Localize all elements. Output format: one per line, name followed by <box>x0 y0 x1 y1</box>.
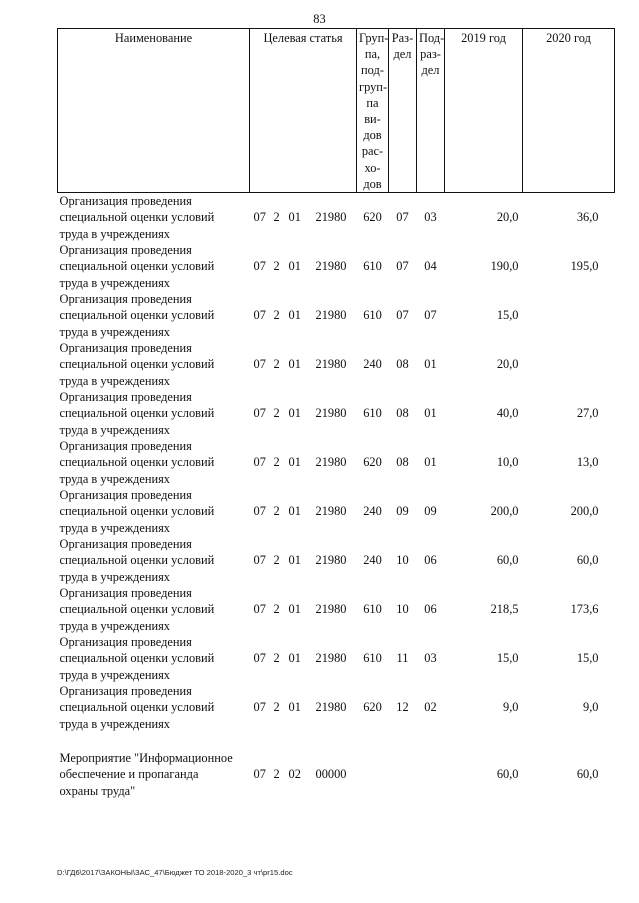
row-value-2019: 15,0 <box>496 308 519 323</box>
row-expense-group: 620 <box>363 700 382 715</box>
row-value-2020: 195,0 <box>570 259 599 274</box>
row-name-line: Организация проведения <box>59 537 192 552</box>
table-row <box>58 291 615 340</box>
row-name-line: Организация проведения <box>59 341 192 356</box>
header-section: Раз- дел <box>389 29 417 193</box>
row-name <box>58 683 250 732</box>
code-segment: 21980 <box>315 504 347 519</box>
code-segment: 21980 <box>315 308 347 323</box>
row-target-code <box>250 438 357 487</box>
code-segment: 21980 <box>315 602 347 617</box>
row-expense-group: 610 <box>363 308 382 323</box>
row-section <box>389 732 417 799</box>
row-section: 07 <box>396 308 409 323</box>
row-target-code <box>250 291 357 340</box>
code-segment: 07 <box>253 357 266 372</box>
row-name-line: специальной оценки условий <box>59 700 215 715</box>
row-name-line: труда в учреждениях <box>59 422 171 437</box>
row-value-2019: 9,0 <box>503 700 519 715</box>
row-section: 10 <box>396 553 409 568</box>
row-expense-group: 240 <box>363 553 382 568</box>
row-name <box>58 438 250 487</box>
row-name-line: труда в учреждениях <box>59 373 171 388</box>
code-segment: 07 <box>253 259 266 274</box>
row-expense-group: 610 <box>363 259 382 274</box>
row-section: 08 <box>396 357 409 372</box>
code-segment: 2 <box>273 602 280 617</box>
row-value-2020: 27,0 <box>576 406 599 421</box>
code-segment: 07 <box>253 455 266 470</box>
row-name-line: специальной оценки условий <box>59 553 215 568</box>
code-segment: 01 <box>288 504 301 519</box>
code-segment: 2 <box>273 767 280 782</box>
row-expense-group: 620 <box>363 210 382 225</box>
row-subsection: 09 <box>424 504 437 519</box>
row-name <box>58 732 250 799</box>
code-segment: 2 <box>273 259 280 274</box>
row-name <box>58 242 250 291</box>
row-target-code <box>250 634 357 683</box>
row-section: 08 <box>396 406 409 421</box>
row-target-code <box>250 732 357 799</box>
code-segment: 07 <box>253 767 266 782</box>
row-value-2019: 60,0 <box>496 767 519 782</box>
code-segment: 07 <box>253 651 266 666</box>
row-target-code <box>250 683 357 732</box>
row-name-line: Организация проведения <box>59 684 192 699</box>
table-header <box>58 29 615 193</box>
row-expense-group: 610 <box>363 602 382 617</box>
row-subsection: 03 <box>424 651 437 666</box>
row-name-line: специальной оценки условий <box>59 602 215 617</box>
row-expense-group: 240 <box>363 504 382 519</box>
code-segment: 2 <box>273 504 280 519</box>
row-name <box>58 634 250 683</box>
row-name-line: труда в учреждениях <box>59 618 171 633</box>
code-segment: 02 <box>288 767 301 782</box>
row-name <box>58 536 250 585</box>
code-segment: 01 <box>288 308 301 323</box>
row-expense-group <box>357 732 389 799</box>
table-row <box>58 683 615 732</box>
row-target-code <box>250 487 357 536</box>
row-section: 08 <box>396 455 409 470</box>
code-segment: 21980 <box>315 553 347 568</box>
row-value-2020: 60,0 <box>576 553 599 568</box>
code-segment: 01 <box>288 210 301 225</box>
header-name: Наименование <box>58 29 250 193</box>
row-name-line: Организация проведения <box>59 635 192 650</box>
code-segment: 21980 <box>315 455 347 470</box>
row-name <box>58 389 250 438</box>
row-expense-group: 620 <box>363 455 382 470</box>
row-subsection: 01 <box>424 406 437 421</box>
row-section: 12 <box>396 700 409 715</box>
row-value-2019: 20,0 <box>496 210 519 225</box>
row-subsection: 01 <box>424 357 437 372</box>
row-name-line: труда в учреждениях <box>59 716 171 731</box>
row-name-line: труда в учреждениях <box>59 569 171 584</box>
header-group: Груп- па, под- груп- па ви- дов рас- хо- дов <box>357 29 389 193</box>
row-section: 07 <box>396 210 409 225</box>
row-value-2019: 15,0 <box>496 651 519 666</box>
row-name-line: Организация проведения <box>59 292 192 307</box>
table-body <box>58 193 615 800</box>
row-name-line: обеспечение и пропаганда <box>59 767 199 782</box>
row-section: 07 <box>396 259 409 274</box>
row-target-code <box>250 340 357 389</box>
code-segment: 2 <box>273 357 280 372</box>
row-name-line: труда в учреждениях <box>59 226 171 241</box>
row-name <box>58 585 250 634</box>
code-segment: 01 <box>288 700 301 715</box>
code-segment: 01 <box>288 651 301 666</box>
code-segment: 01 <box>288 259 301 274</box>
code-segment: 21980 <box>315 357 347 372</box>
header-subsection: Под- раз- дел <box>417 29 445 193</box>
header-year-2019: 2019 год <box>445 29 523 193</box>
row-value-2019: 218,5 <box>490 602 519 617</box>
row-value-2020: 15,0 <box>576 651 599 666</box>
row-target-code <box>250 389 357 438</box>
table-row <box>58 340 615 389</box>
table-row <box>58 193 615 243</box>
row-subsection: 01 <box>424 455 437 470</box>
row-expense-group: 610 <box>363 651 382 666</box>
row-value-2020 <box>523 291 615 340</box>
row-name-line: труда в учреждениях <box>59 275 171 290</box>
code-segment: 01 <box>288 406 301 421</box>
table-row <box>58 389 615 438</box>
row-name-line: специальной оценки условий <box>59 308 215 323</box>
row-value-2020 <box>523 340 615 389</box>
table-row <box>58 487 615 536</box>
row-name-line: специальной оценки условий <box>59 210 215 225</box>
code-segment: 21980 <box>315 651 347 666</box>
file-path-footer: D:\ГД6\2017\ЗАКОНЫ\ЗАС_47\Бюджет ТО 2018-2020_3 чт\pr15.doc <box>57 868 293 877</box>
row-name-line: специальной оценки условий <box>59 651 215 666</box>
row-value-2019: 20,0 <box>496 357 519 372</box>
code-segment: 21980 <box>315 700 347 715</box>
row-subsection: 06 <box>424 602 437 617</box>
code-segment: 07 <box>253 406 266 421</box>
row-name-line: Организация проведения <box>59 586 192 601</box>
code-segment: 07 <box>253 504 266 519</box>
row-name-line: труда в учреждениях <box>59 324 171 339</box>
row-name <box>58 193 250 243</box>
row-name <box>58 487 250 536</box>
code-segment: 2 <box>273 651 280 666</box>
budget-table <box>57 28 615 799</box>
table-row <box>58 585 615 634</box>
row-name-line: специальной оценки условий <box>59 259 215 274</box>
code-segment: 2 <box>273 210 280 225</box>
table-row <box>58 634 615 683</box>
row-target-code <box>250 193 357 243</box>
row-subsection: 04 <box>424 259 437 274</box>
row-subsection <box>417 732 445 799</box>
row-value-2020: 200,0 <box>570 504 599 519</box>
row-value-2019: 200,0 <box>490 504 519 519</box>
header-code: Целевая статья <box>250 29 357 193</box>
code-segment: 07 <box>253 210 266 225</box>
row-value-2020: 60,0 <box>576 767 599 782</box>
code-segment: 2 <box>273 553 280 568</box>
row-name-line: специальной оценки условий <box>59 357 215 372</box>
row-value-2019: 10,0 <box>496 455 519 470</box>
row-name-line: специальной оценки условий <box>59 406 215 421</box>
code-segment: 2 <box>273 700 280 715</box>
row-name-line: Организация проведения <box>59 488 192 503</box>
row-name-line: труда в учреждениях <box>59 667 171 682</box>
code-segment: 01 <box>288 455 301 470</box>
row-subsection: 06 <box>424 553 437 568</box>
row-value-2019: 190,0 <box>490 259 519 274</box>
code-segment: 21980 <box>315 259 347 274</box>
row-name-line: труда в учреждениях <box>59 471 171 486</box>
code-segment: 07 <box>253 308 266 323</box>
row-value-2020: 13,0 <box>576 455 599 470</box>
row-name-line: охраны труда" <box>59 783 136 798</box>
code-segment: 2 <box>273 406 280 421</box>
table-row <box>58 242 615 291</box>
code-segment: 01 <box>288 602 301 617</box>
row-value-2020: 36,0 <box>576 210 599 225</box>
row-name-line: Организация проведения <box>59 194 192 209</box>
header-year-2020: 2020 год <box>523 29 615 193</box>
row-target-code <box>250 585 357 634</box>
row-name-line: специальной оценки условий <box>59 504 215 519</box>
code-segment: 07 <box>253 602 266 617</box>
table-row <box>58 732 615 799</box>
row-value-2020: 9,0 <box>583 700 599 715</box>
row-name <box>58 291 250 340</box>
table-row <box>58 438 615 487</box>
row-name-line: Мероприятие "Информационное <box>59 751 233 766</box>
row-expense-group: 610 <box>363 406 382 421</box>
code-segment: 01 <box>288 357 301 372</box>
code-segment: 21980 <box>315 210 347 225</box>
row-value-2019: 60,0 <box>496 553 519 568</box>
row-section: 11 <box>396 651 409 666</box>
code-segment: 2 <box>273 455 280 470</box>
row-subsection: 03 <box>424 210 437 225</box>
code-segment: 2 <box>273 308 280 323</box>
row-name-line: специальной оценки условий <box>59 455 215 470</box>
code-segment: 07 <box>253 553 266 568</box>
code-segment: 07 <box>253 700 266 715</box>
row-section: 10 <box>396 602 409 617</box>
row-name <box>58 340 250 389</box>
row-value-2019: 40,0 <box>496 406 519 421</box>
table-row <box>58 536 615 585</box>
row-name-line: Организация проведения <box>59 390 192 405</box>
row-name-line: труда в учреждениях <box>59 520 171 535</box>
row-expense-group: 240 <box>363 357 382 372</box>
page-number: 83 <box>313 12 326 26</box>
row-target-code <box>250 242 357 291</box>
row-section: 09 <box>396 504 409 519</box>
row-name-line: Организация проведения <box>59 243 192 258</box>
row-target-code <box>250 536 357 585</box>
row-subsection: 07 <box>424 308 437 323</box>
row-value-2020: 173,6 <box>570 602 599 617</box>
row-name-line: Организация проведения <box>59 439 192 454</box>
code-segment: 01 <box>288 553 301 568</box>
code-segment: 21980 <box>315 406 347 421</box>
row-subsection: 02 <box>424 700 437 715</box>
code-segment: 00000 <box>315 767 347 782</box>
